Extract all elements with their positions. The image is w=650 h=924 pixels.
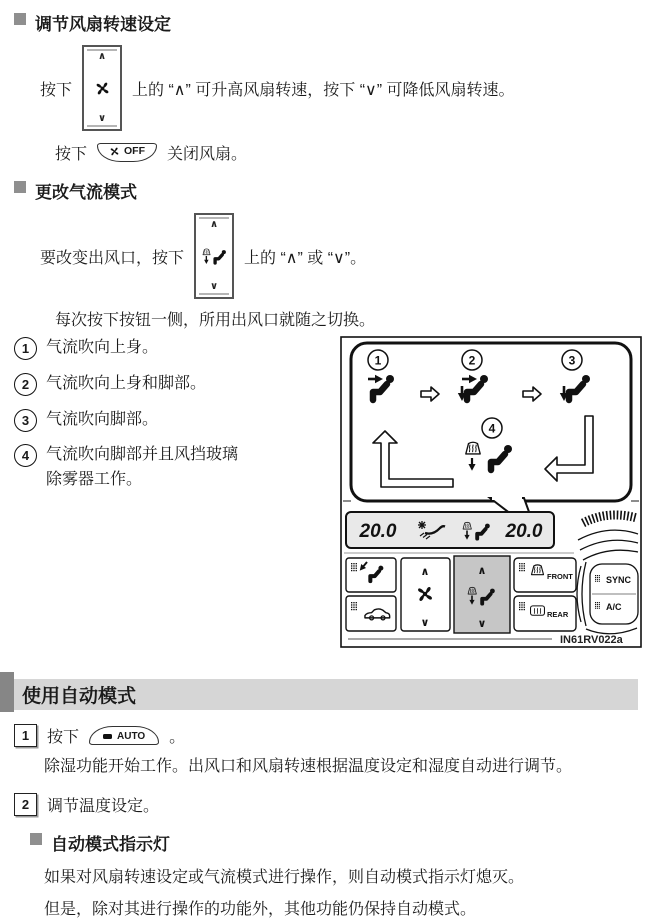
rear-label: REAR bbox=[547, 610, 569, 619]
list-item bbox=[14, 336, 340, 361]
mode-up-glyph: ∧ bbox=[209, 219, 219, 230]
section-title-auto-mode bbox=[0, 679, 638, 710]
list-item bbox=[14, 372, 340, 397]
temp-right: 20.0 bbox=[505, 521, 543, 542]
press-text: 按下 bbox=[40, 81, 73, 99]
list-item-text: 气流吹向脚部。 bbox=[46, 410, 159, 428]
airflow-modes-list bbox=[0, 336, 340, 504]
heading-fan-speed-label: 调节风扇转速设定 bbox=[35, 15, 171, 34]
svg-text:4: 4 bbox=[488, 421, 496, 436]
airflow-instruction-after: 上的 “∧” 或 “∨”。 bbox=[244, 249, 367, 267]
circled-number: 4 bbox=[14, 444, 37, 467]
airflow-modes-section bbox=[0, 336, 646, 653]
lcd-display bbox=[346, 512, 554, 548]
fan-icon bbox=[94, 80, 111, 97]
sync-label: SYNC bbox=[606, 575, 632, 585]
auto-indicator-icon bbox=[103, 734, 112, 739]
step-number: 2 bbox=[14, 793, 37, 816]
svg-text:∧: ∧ bbox=[420, 566, 430, 578]
svg-text:∨: ∨ bbox=[420, 617, 430, 629]
figure-caption: IN61RV022a bbox=[560, 634, 623, 646]
period-text: 。 bbox=[169, 729, 186, 746]
airflow-instruction-before: 要改变出风口，按下 bbox=[40, 249, 185, 267]
temp-left: 20.0 bbox=[359, 521, 397, 542]
airflow-mode-icon bbox=[201, 247, 228, 265]
press-text: 按下 bbox=[55, 146, 88, 163]
airflow-instruction-row bbox=[40, 213, 646, 299]
heading-auto-indicator-label: 自动模式指示灯 bbox=[51, 835, 170, 854]
auto-indicator-body-1: 如果对风扇转速设定或气流模式进行操作，则自动模式指示灯熄灭。 bbox=[44, 869, 525, 886]
svg-text:∧: ∧ bbox=[477, 565, 487, 577]
fan-speed-instruction-row bbox=[40, 45, 646, 131]
off-button-label: OFF bbox=[124, 145, 146, 157]
heading-airflow-mode-label: 更改气流模式 bbox=[35, 183, 137, 202]
fan-speed-panel-button bbox=[401, 558, 450, 631]
list-item bbox=[14, 408, 340, 433]
list-item-text: 气流吹向上身。 bbox=[46, 339, 159, 356]
auto-step-1-detail: 除湿功能开始工作。出风口和风扇转速根据温度设定和湿度自动进行调节。 bbox=[44, 758, 573, 775]
auto-step-2-text: 调节温度设定。 bbox=[47, 798, 160, 815]
square-bullet-icon bbox=[14, 13, 26, 25]
circled-number: 2 bbox=[14, 373, 37, 396]
svg-text:1: 1 bbox=[374, 353, 382, 368]
press-text: 按下 bbox=[47, 729, 80, 746]
square-bullet-icon bbox=[30, 833, 42, 845]
circled-number: 3 bbox=[14, 409, 37, 432]
fan-off-instruction-text: 关闭风扇。 bbox=[167, 146, 248, 163]
mode-down-glyph: ∨ bbox=[209, 281, 219, 292]
square-bullet-icon bbox=[14, 181, 26, 193]
climate-panel-diagram bbox=[340, 336, 642, 653]
airflow-mode-panel-button-highlighted bbox=[454, 556, 510, 633]
svg-text:∨: ∨ bbox=[477, 618, 487, 630]
auto-step-2 bbox=[14, 793, 646, 816]
ac-label: A/C bbox=[606, 602, 622, 612]
fan-speed-button bbox=[82, 45, 122, 131]
auto-indicator-body-2: 但是，除对其进行操作的功能外，其他功能仍保持自动模式。 bbox=[44, 901, 477, 919]
svg-text:3: 3 bbox=[568, 353, 576, 368]
list-item-text: 气流吹向脚部并且风挡玻璃除雾器工作。 bbox=[46, 446, 239, 489]
list-item bbox=[14, 443, 340, 493]
heading-auto-indicator bbox=[30, 830, 646, 855]
fan-off-instruction-row bbox=[55, 141, 646, 164]
step-number: 1 bbox=[14, 724, 37, 747]
fan-speed-instruction-text: 上的 “∧” 可升高风扇转速，按下 “∨” 可降低风扇转速。 bbox=[132, 81, 515, 99]
svg-text:2: 2 bbox=[468, 353, 476, 368]
airflow-note: 每次按下按钮一侧，所用出风口就随之切换。 bbox=[55, 312, 376, 329]
heading-fan-speed bbox=[14, 10, 646, 35]
list-item-text: 气流吹向上身和脚部。 bbox=[46, 374, 207, 392]
auto-button-label: AUTO bbox=[117, 731, 146, 742]
fan-up-glyph: ∧ bbox=[97, 51, 107, 62]
section-title-label: 使用自动模式 bbox=[22, 686, 137, 707]
fan-down-glyph: ∨ bbox=[97, 113, 107, 124]
auto-step-1 bbox=[14, 724, 646, 747]
airflow-mode-button bbox=[194, 213, 234, 299]
fan-off-button bbox=[97, 143, 157, 162]
auto-button bbox=[89, 726, 159, 745]
circled-number: 1 bbox=[14, 337, 37, 360]
fan-icon bbox=[109, 146, 120, 157]
heading-airflow-mode bbox=[14, 178, 646, 203]
front-label: FRONT bbox=[547, 572, 573, 581]
